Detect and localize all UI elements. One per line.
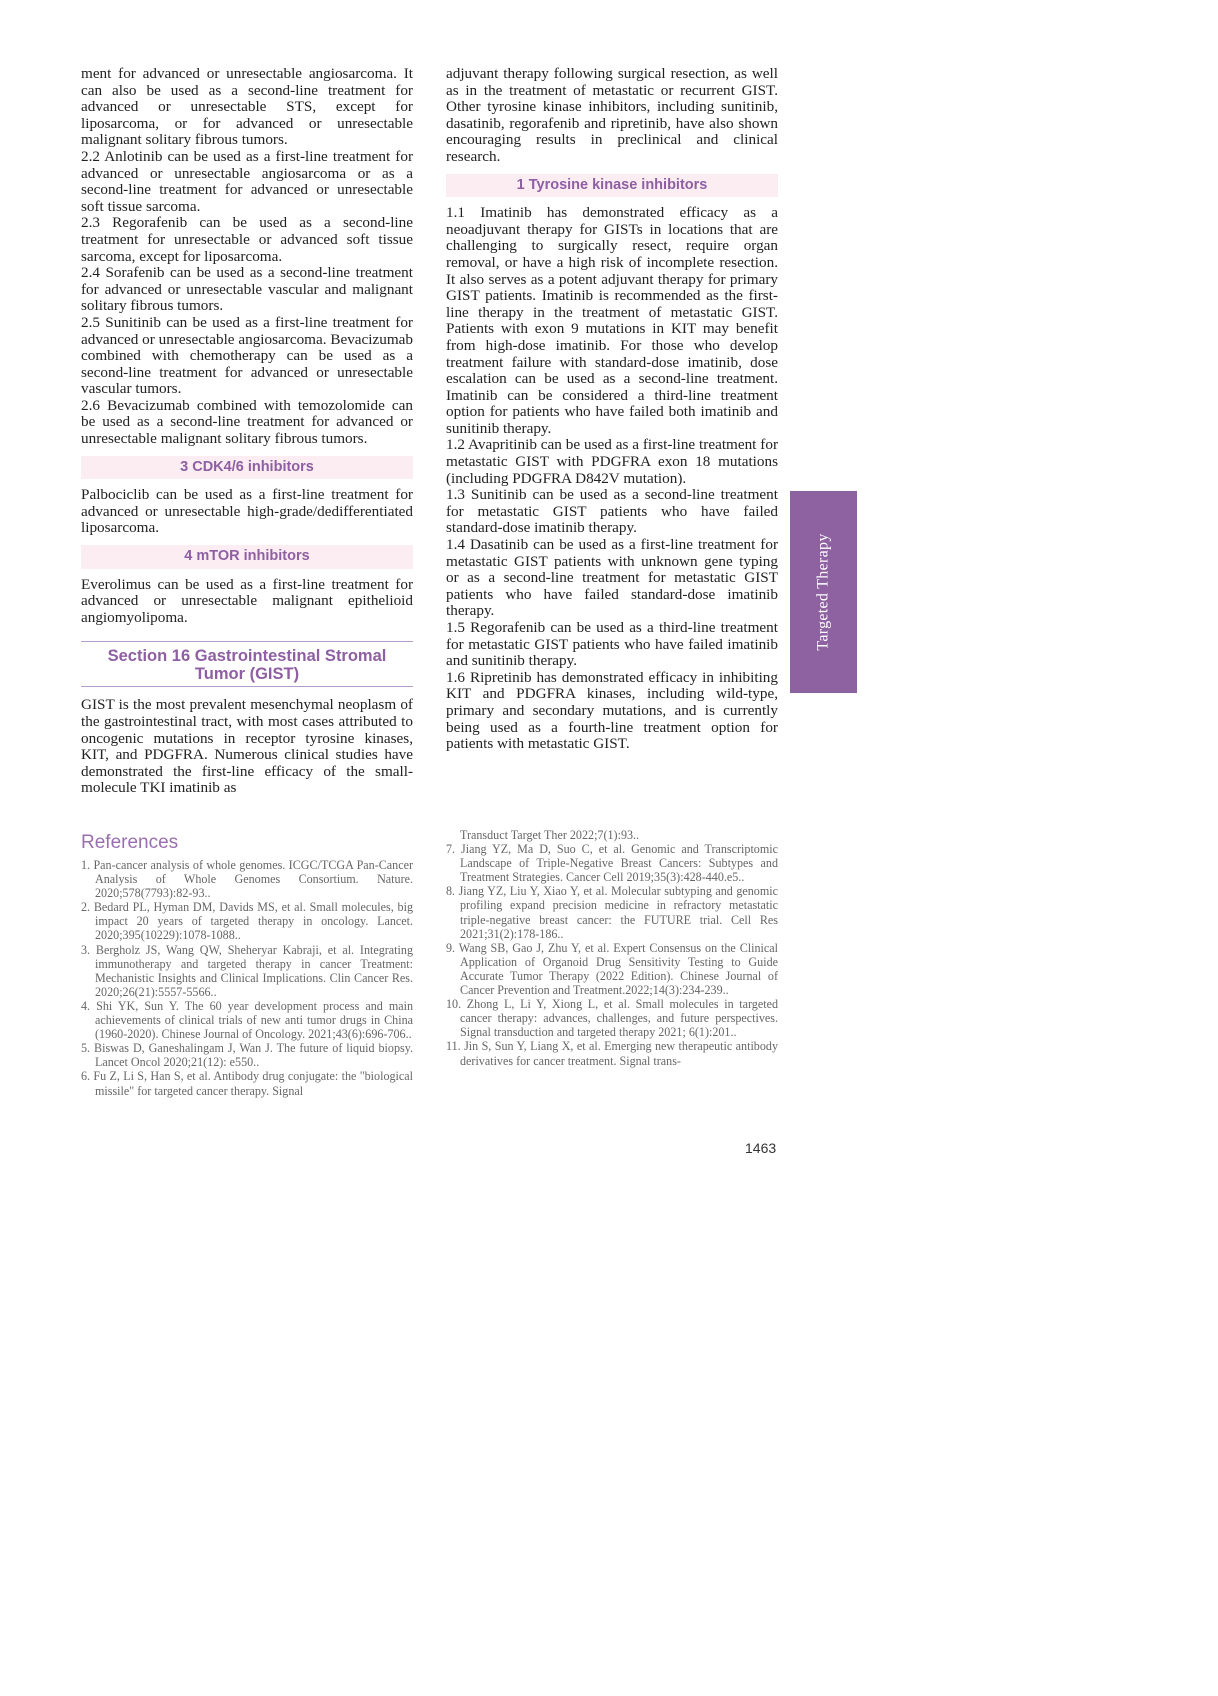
section-16-title: Section 16 Gastrointestinal Stromal Tumor (GIST) [81, 641, 413, 687]
reference-item: 1. Pan-cancer analysis of whole genomes. ICGC/TCGA Pan-Cancer Analysis of Whole Genomes Consortium. Nature. 2020;578(7793):82-93.. [81, 858, 413, 901]
paragraph-mtor: Everolimus can be used as a first-line treatment for advanced or unresectable malignant epithelioid angiomyolipoma. [81, 575, 413, 626]
paragraph-1-2: 1.2 Avapritinib can be used as a first-line treatment for metastatic GIST with PDGFRA exon 18 mutations (including PDGFRA D842V mutation). [446, 436, 778, 487]
side-tab-label: Targeted Therapy [814, 533, 832, 651]
paragraph-2-3: 2.3 Regorafenib can be used as a second-line treatment for unresectable or advanced soft tissue sarcoma, except for liposarcoma. [81, 214, 413, 265]
paragraph-intro-right: adjuvant therapy following surgical resection, as well as in the treatment of metastatic or recurrent GIST. Other tyrosine kinase inhibitors, including sunitinib, dasatinib, regorafenib and ripretinib, have also shown encouraging results in preclinical and clinical research. [446, 65, 778, 165]
reference-item: 2. Bedard PL, Hyman DM, Davids MS, et al. Small molecules, big impact 20 years of targeted therapy in oncology. Lancet. 2020;395(10229):1078-1088.. [81, 900, 413, 943]
reference-item: 10. Zhong L, Li Y, Xiong L, et al. Small molecules in targeted cancer therapy: advances, challenges, and future perspectives. Signal transduction and targeted therapy 2021; 6(1):201.. [446, 997, 778, 1040]
paragraph-gist-intro: GIST is the most prevalent mesenchymal neoplasm of the gastrointestinal tract, with most cases attributed to oncogenic mutations in receptor tyrosine kinases, KIT, and PDGFRA. Numerous clinical studies have demonstrated the first-line efficacy of the small-molecule TKI imatinib as [81, 696, 413, 797]
paragraph-1-4: 1.4 Dasatinib can be used as a first-line treatment for metastatic GIST patients with unknown gene typing or as a second-line treatment for metastatic GIST patients who have failed standard-dose imatinib therapy. [446, 536, 778, 620]
references-title: References [81, 832, 179, 853]
reference-item: 7. Jiang YZ, Ma D, Suo C, et al. Genomic and Transcriptomic Landscape of Triple-Negative Breast Cancers: Subtypes and Treatment Strategies. Cancer Cell 2019;35(3):428-440.e5.. [446, 842, 778, 885]
reference-item: 4. Shi YK, Sun Y. The 60 year development process and main achievements of clinical trials of new anti tumor drugs in China (1960-2020). Chinese Journal of Oncology. 2021;43(6):696-706.. [81, 998, 413, 1042]
references-right-column [446, 828, 778, 1068]
reference-item: 5. Biswas D, Ganeshalingam J, Wan J. The future of liquid biopsy. Lancet Oncol 2020;21(12): e550.. [81, 1041, 413, 1070]
reference-item: 6. Fu Z, Li S, Han S, et al. Antibody drug conjugate: the "biological missile" for targeted cancer therapy. Signal [81, 1069, 413, 1098]
left-column [81, 66, 413, 797]
paragraph-1-1: 1.1 Imatinib has demonstrated efficacy as a neoadjuvant therapy for GISTs in locations that are challenging to surgically resect, require organ removal, or have a high risk of incomplete resection. It also serves as a potent adjuvant therapy for primary GIST patients. Imatinib is recommended as the first-line therapy in the treatment of metastatic GIST. Patients with exon 9 mutations in KIT may benefit from high-dose imatinib. For those who develop treatment failure with standard-dose imatinib, dose escalation can be used as a second-line treatment. Imatinib can be considered a third-line treatment option for patients who have failed both imatinib and sunitinib therapy. [446, 204, 778, 437]
paragraph-2-6: 2.6 Bevacizumab combined with temozolomide can be used as a second-line treatment for advanced or unresectable malignant solitary fibrous tumors. [81, 396, 413, 448]
paragraph-cdk46: Palbociclib can be used as a first-line treatment for advanced or unresectable high-grade/dedifferentiated liposarcoma. [81, 486, 413, 537]
right-column [446, 66, 778, 753]
paragraph-2-5: 2.5 Sunitinib can be used as a first-line treatment for advanced or unresectable angiosarcoma. Bevacizumab combined with chemotherapy can be used as a second-line treatment for advanced or unresectable vascular tumors. [81, 313, 413, 398]
references-left-column [81, 858, 413, 1098]
reference-item: 9. Wang SB, Gao J, Zhu Y, et al. Expert Consensus on the Clinical Application of Organoid Drug Sensitivity Testing to Guide Accurate Tumor Therapy (2022 Edition). Chinese Journal of Cancer Prevention and Treatment.2022;14(3):234-239.. [446, 940, 778, 998]
paragraph-intro-left: ment for advanced or unresectable angiosarcoma. It can also be used as a second-line treatment for advanced or unresectable STS, except for liposarcoma, or for advanced or unresectable malignant solitary fibrous tumors. [81, 65, 413, 149]
heading-mtor-inhibitors: 4 mTOR inhibitors [81, 545, 413, 569]
reference-item: 3. Bergholz JS, Wang QW, Sheheryar Kabraji, et al. Integrating immunotherapy and targeted therapy in cancer Treatment: Mechanistic Insights and Clinical Implications. Clin Cancer Res. 2020;26(21):5557-5566.. [81, 942, 413, 999]
reference-item: 8. Jiang YZ, Liu Y, Xiao Y, et al. Molecular subtyping and genomic profiling expand precision medicine in refractory metastatic triple-negative breast cancer: the FUTURE trial. Cell Res 2021;31(2):178-186.. [446, 884, 778, 941]
reference-continuation: Transduct Target Ther 2022;7(1):93.. [460, 828, 640, 842]
paragraph-2-2: 2.2 Anlotinib can be used as a first-line treatment for advanced or unresectable angiosarcoma or as a second-line treatment for advanced or unresectable soft tissue sarcoma. [81, 147, 413, 215]
paragraph-1-5: 1.5 Regorafenib can be used as a third-line treatment for metastatic GIST patients who have failed imatinib and sunitinib therapy. [446, 619, 778, 670]
page-number: 1463 [745, 1140, 777, 1156]
paragraph-2-4: 2.4 Sorafenib can be used as a second-line treatment for advanced or unresectable vascular and malignant solitary fibrous tumors. [81, 264, 413, 315]
paragraph-1-3: 1.3 Sunitinib can be used as a second-line treatment for metastatic GIST patients who have failed standard-dose imatinib therapy. [446, 486, 778, 537]
reference-item: 11. Jin S, Sun Y, Liang X, et al. Emerging new therapeutic antibody derivatives for cancer treatment. Signal trans- [446, 1039, 778, 1068]
heading-tyrosine-kinase-inhibitors: 1 Tyrosine kinase inhibitors [446, 174, 778, 198]
paragraph-1-6: 1.6 Ripretinib has demonstrated efficacy in inhibiting KIT and PDGFRA kinases, including wild-type, primary and secondary mutations, and is currently being used as a fourth-line treatment option for patients with metastatic GIST. [446, 668, 778, 753]
heading-cdk46-inhibitors: 3 CDK4/6 inhibitors [81, 456, 413, 480]
side-tab-targeted-therapy [790, 491, 857, 693]
